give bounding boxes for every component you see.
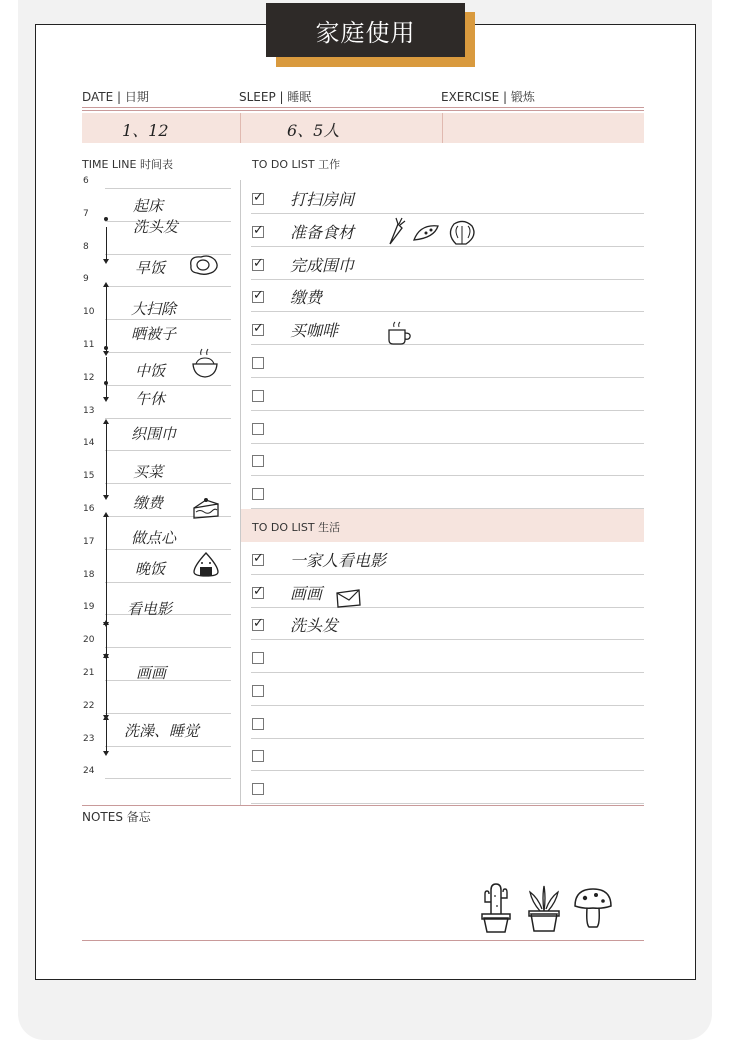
hour-label: 10: [83, 307, 95, 318]
todo-item-text[interactable]: 缴费: [290, 288, 323, 308]
hour-rule: [105, 713, 231, 714]
hour-label: 13: [83, 405, 95, 416]
todo-checkbox[interactable]: [252, 291, 264, 303]
rice-ball-icon: [190, 550, 222, 578]
timeline-entry[interactable]: 缴费: [133, 494, 164, 512]
todo-checkbox[interactable]: [252, 390, 264, 402]
timeline-arrow: [106, 423, 107, 497]
todo-rule: [251, 443, 644, 444]
timeline-entry[interactable]: 买菜: [133, 463, 164, 481]
cake-icon: [191, 496, 221, 522]
timeline-arrow: [106, 516, 107, 623]
todo-rule: [251, 377, 644, 378]
todo-item-text[interactable]: 画画: [290, 583, 323, 603]
timeline-entry[interactable]: 中饭: [135, 362, 166, 380]
timeline-entry[interactable]: 晚饭: [135, 560, 166, 578]
hour-label: 7: [83, 208, 89, 219]
date-value[interactable]: 1、12: [122, 121, 169, 140]
column-divider: [240, 180, 241, 805]
hour-label: 24: [83, 766, 95, 777]
timeline-entry[interactable]: 大扫除: [131, 300, 177, 318]
todo-checkbox[interactable]: [252, 259, 264, 271]
hour-rule: [105, 319, 231, 320]
timeline-arrow: [106, 357, 107, 398]
hour-rule: [105, 286, 231, 287]
todo-rule: [251, 672, 644, 673]
timeline-dot: [104, 381, 108, 385]
todo-item-text[interactable]: 洗头发: [290, 616, 339, 636]
todo-rule: [251, 475, 644, 476]
hour-label: 11: [83, 340, 95, 350]
work-todo-title: TO DO LIST 工作: [252, 158, 341, 171]
todo-checkbox[interactable]: [252, 587, 264, 599]
date-label: DATE | 日期: [82, 90, 149, 104]
timeline-entry[interactable]: 织围巾: [131, 425, 177, 443]
exercise-label: EXERCISE | 锻炼: [441, 90, 535, 104]
envelope-icon: [334, 587, 362, 609]
timeline-arrow: [106, 624, 107, 655]
todo-item-text[interactable]: 一家人看电影: [290, 551, 387, 570]
todo-item-text[interactable]: 买咖啡: [290, 321, 339, 341]
timeline-entry[interactable]: 看电影: [127, 600, 173, 618]
notes-title: NOTES 备忘: [82, 810, 151, 824]
life-todo-title: TO DO LIST 生活: [252, 521, 341, 534]
timeline-arrow: [106, 286, 107, 352]
notes-rule: [82, 805, 644, 806]
todo-rule: [251, 803, 644, 804]
timeline-entry[interactable]: 做点心: [131, 529, 177, 547]
todo-rule: [251, 410, 644, 411]
header-divider: [442, 113, 443, 143]
todo-checkbox[interactable]: [252, 554, 264, 566]
hour-label: 16: [83, 504, 95, 514]
mushroom-icon: [572, 886, 614, 930]
hour-rule: [105, 188, 231, 189]
hour-label: 18: [83, 569, 95, 580]
timeline-entry[interactable]: 洗头发: [133, 218, 179, 236]
todo-checkbox[interactable]: [252, 423, 264, 435]
hour-label: 15: [83, 471, 95, 482]
todo-rule: [251, 213, 644, 214]
rice-bowl-icon: [190, 348, 220, 380]
header-rule-2: [82, 110, 644, 111]
hour-label: 9: [83, 274, 89, 285]
todo-checkbox[interactable]: [252, 652, 264, 664]
todo-checkbox[interactable]: [252, 619, 264, 631]
timeline-arrow: [106, 719, 107, 752]
hour-label: 14: [83, 438, 95, 449]
todo-checkbox[interactable]: [252, 685, 264, 697]
timeline-entry[interactable]: 起床: [133, 197, 164, 215]
coffee-cup-icon: [385, 320, 413, 346]
todo-rule: [251, 705, 644, 706]
hour-rule: [105, 582, 231, 583]
todo-checkbox[interactable]: [252, 718, 264, 730]
hour-rule: [105, 450, 231, 451]
todo-checkbox[interactable]: [252, 783, 264, 795]
todo-rule: [251, 279, 644, 280]
todo-rule: [251, 344, 644, 345]
todo-item-text[interactable]: 完成围巾: [290, 255, 355, 275]
hour-label: 12: [83, 372, 95, 383]
hour-rule: [105, 680, 231, 681]
header-divider: [240, 113, 241, 143]
timeline-entry[interactable]: 午休: [135, 390, 166, 408]
todo-rule: [251, 311, 644, 312]
cactus-icon: [476, 880, 516, 934]
todo-rule: [251, 738, 644, 739]
sleep-label: SLEEP | 睡眠: [239, 90, 312, 104]
timeline-entry[interactable]: 晒被子: [131, 325, 177, 343]
hour-label: 8: [83, 241, 89, 252]
potted-plant-icon: [524, 884, 564, 934]
todo-checkbox[interactable]: [252, 324, 264, 336]
todo-rule: [251, 770, 644, 771]
todo-checkbox[interactable]: [252, 357, 264, 369]
todo-checkbox[interactable]: [252, 193, 264, 205]
bottom-rule: [82, 940, 644, 941]
fried-egg-icon: [187, 252, 221, 278]
vegetables-icon: [384, 216, 480, 248]
hour-label: 6: [83, 176, 89, 186]
todo-rule: [251, 639, 644, 640]
hour-label: 20: [83, 635, 95, 646]
timeline-dot: [104, 217, 108, 221]
timeline-title: TIME LINE 时间表: [82, 158, 173, 171]
todo-rule: [251, 574, 644, 575]
todo-checkbox[interactable]: [252, 488, 264, 500]
timeline-entry[interactable]: 画画: [136, 664, 167, 682]
header-rule: [82, 107, 644, 108]
banner-title: 家庭使用: [266, 3, 465, 57]
todo-checkbox[interactable]: [252, 455, 264, 467]
hour-rule: [105, 778, 231, 779]
todo-rule: [251, 607, 644, 608]
hour-rule: [105, 418, 231, 419]
todo-checkbox[interactable]: [252, 750, 264, 762]
hour-rule: [105, 385, 231, 386]
sleep-value[interactable]: 6、5人: [287, 121, 340, 140]
timeline-entry[interactable]: 早饭: [135, 259, 166, 277]
todo-item-text[interactable]: 准备食材: [290, 222, 355, 242]
hour-label: 23: [83, 733, 95, 744]
hour-label: 22: [83, 700, 95, 711]
timeline-entry[interactable]: 洗澡、睡觉: [124, 722, 200, 740]
todo-checkbox[interactable]: [252, 226, 264, 238]
timeline-arrow: [106, 227, 107, 260]
hour-rule: [105, 483, 231, 484]
hour-rule: [105, 647, 231, 648]
hour-label: 19: [83, 602, 95, 613]
hour-rule: [105, 746, 231, 747]
hour-label: 21: [83, 668, 95, 678]
timeline-arrow: [106, 657, 107, 716]
hour-label: 17: [83, 536, 95, 547]
todo-item-text[interactable]: 打扫房间: [290, 190, 355, 209]
